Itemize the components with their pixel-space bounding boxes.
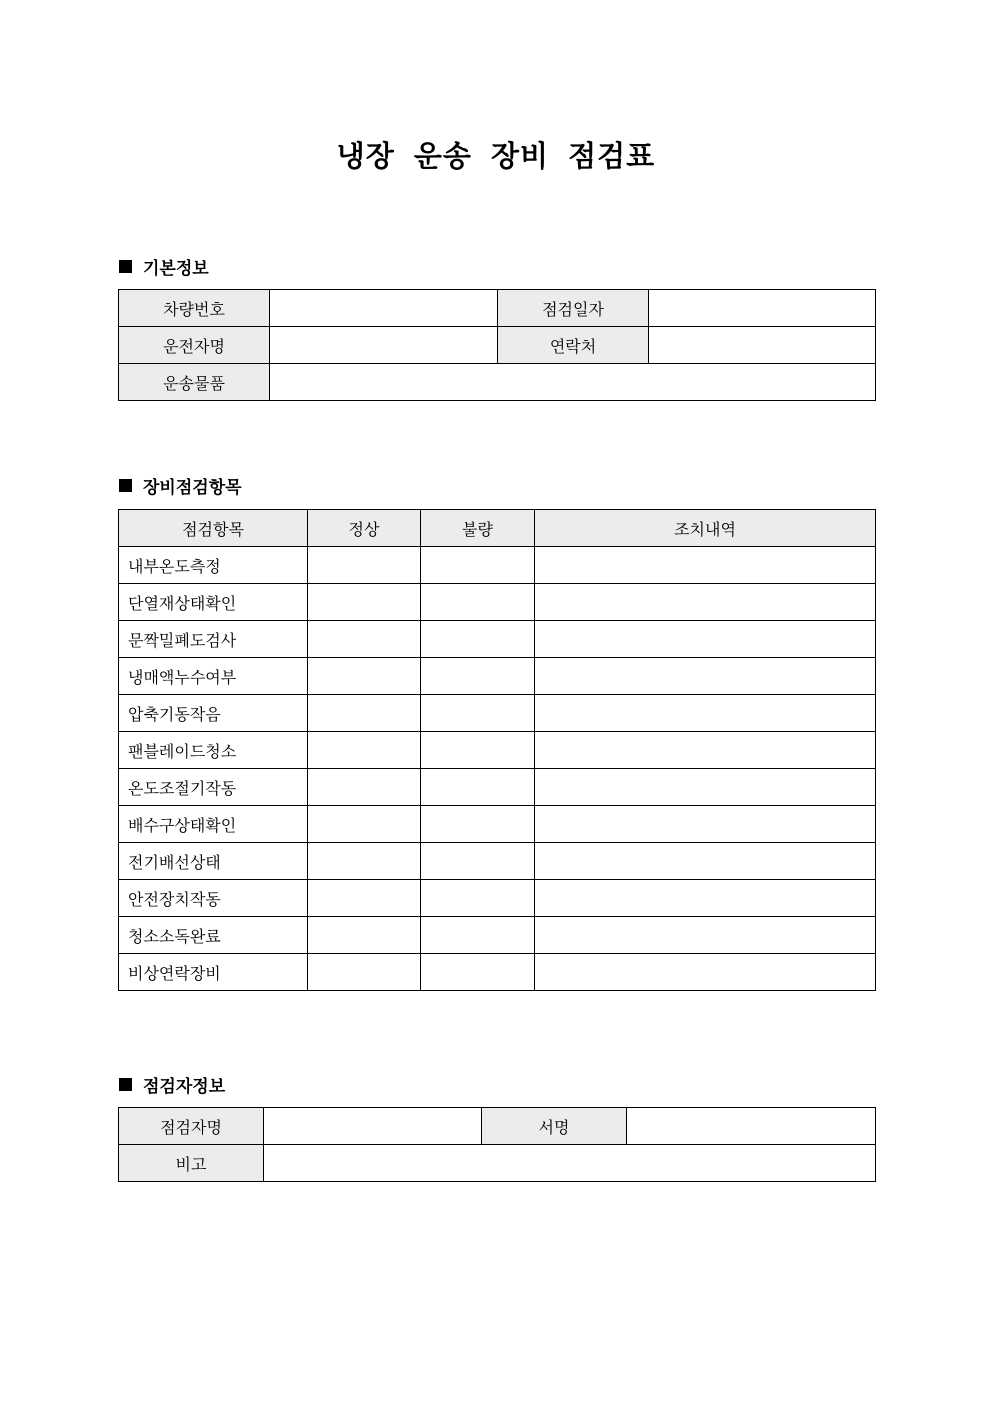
contact-label: 연락처 <box>498 327 649 364</box>
signature-label: 서명 <box>482 1108 627 1145</box>
action-cell[interactable] <box>535 732 876 769</box>
inspection-date-label: 점검일자 <box>498 290 649 327</box>
inspection-date-field[interactable] <box>649 290 876 327</box>
table-row <box>119 290 876 327</box>
normal-cell[interactable] <box>308 621 421 658</box>
table-row <box>119 954 876 991</box>
cargo-field[interactable] <box>270 364 876 401</box>
section-heading-basic-info <box>119 254 209 279</box>
driver-name-field[interactable] <box>270 327 498 364</box>
check-item-label: 온도조절기작동 <box>119 769 308 806</box>
table-row <box>119 1145 876 1182</box>
action-cell[interactable] <box>535 954 876 991</box>
section-heading-label: 기본정보 <box>143 259 209 279</box>
defective-cell[interactable] <box>421 806 535 843</box>
defective-cell[interactable] <box>421 769 535 806</box>
normal-cell[interactable] <box>308 584 421 621</box>
check-item-label: 배수구상태확인 <box>119 806 308 843</box>
section-heading-inspector <box>119 1072 225 1097</box>
check-item-label: 비상연락장비 <box>119 954 308 991</box>
check-item-label: 팬블레이드청소 <box>119 732 308 769</box>
inspector-name-field[interactable] <box>264 1108 482 1145</box>
normal-cell[interactable] <box>308 658 421 695</box>
vehicle-number-label: 차량번호 <box>119 290 270 327</box>
normal-cell[interactable] <box>308 732 421 769</box>
action-cell[interactable] <box>535 880 876 917</box>
contact-field[interactable] <box>649 327 876 364</box>
table-row <box>119 917 876 954</box>
square-bullet-icon <box>119 479 132 492</box>
action-cell[interactable] <box>535 695 876 732</box>
column-header-item: 점검항목 <box>119 510 308 547</box>
defective-cell[interactable] <box>421 584 535 621</box>
cargo-label: 운송물품 <box>119 364 270 401</box>
action-cell[interactable] <box>535 547 876 584</box>
table-row <box>119 621 876 658</box>
defective-cell[interactable] <box>421 954 535 991</box>
signature-field[interactable] <box>627 1108 876 1145</box>
table-row <box>119 1108 876 1145</box>
table-row <box>119 843 876 880</box>
action-cell[interactable] <box>535 584 876 621</box>
action-cell[interactable] <box>535 769 876 806</box>
normal-cell[interactable] <box>308 917 421 954</box>
check-item-label: 문짝밀폐도검사 <box>119 621 308 658</box>
table-row <box>119 695 876 732</box>
action-cell[interactable] <box>535 621 876 658</box>
table-row <box>119 769 876 806</box>
column-header-normal: 정상 <box>308 510 421 547</box>
vehicle-number-field[interactable] <box>270 290 498 327</box>
column-header-defective: 불량 <box>421 510 535 547</box>
table-row <box>119 806 876 843</box>
defective-cell[interactable] <box>421 695 535 732</box>
defective-cell[interactable] <box>421 658 535 695</box>
table-row <box>119 584 876 621</box>
defective-cell[interactable] <box>421 917 535 954</box>
column-header-action: 조치내역 <box>535 510 876 547</box>
page-title: 냉장 운송 장비 점검표 <box>336 139 656 173</box>
normal-cell[interactable] <box>308 880 421 917</box>
defective-cell[interactable] <box>421 547 535 584</box>
defective-cell[interactable] <box>421 732 535 769</box>
defective-cell[interactable] <box>421 880 535 917</box>
normal-cell[interactable] <box>308 547 421 584</box>
remarks-label: 비고 <box>119 1145 264 1182</box>
normal-cell[interactable] <box>308 954 421 991</box>
table-row <box>119 732 876 769</box>
normal-cell[interactable] <box>308 806 421 843</box>
normal-cell[interactable] <box>308 843 421 880</box>
defective-cell[interactable] <box>421 843 535 880</box>
action-cell[interactable] <box>535 806 876 843</box>
check-item-label: 안전장치작동 <box>119 880 308 917</box>
inspector-name-label: 점검자명 <box>119 1108 264 1145</box>
check-item-label: 냉매액누수여부 <box>119 658 308 695</box>
action-cell[interactable] <box>535 658 876 695</box>
table-row <box>119 364 876 401</box>
check-item-label: 전기배선상태 <box>119 843 308 880</box>
remarks-field[interactable] <box>264 1145 876 1182</box>
basic-info-table <box>118 289 876 401</box>
table-row <box>119 880 876 917</box>
table-row <box>119 327 876 364</box>
normal-cell[interactable] <box>308 769 421 806</box>
equipment-check-table <box>118 509 876 991</box>
table-header-row <box>119 510 876 547</box>
check-item-label: 단열재상태확인 <box>119 584 308 621</box>
normal-cell[interactable] <box>308 695 421 732</box>
square-bullet-icon <box>119 1078 132 1091</box>
action-cell[interactable] <box>535 917 876 954</box>
inspector-info-table <box>118 1107 876 1182</box>
table-row <box>119 547 876 584</box>
table-row <box>119 658 876 695</box>
section-heading-label: 장비점검항목 <box>143 478 242 498</box>
check-item-label: 압축기동작음 <box>119 695 308 732</box>
check-item-label: 내부온도측정 <box>119 547 308 584</box>
section-heading-label: 점검자정보 <box>143 1077 226 1097</box>
driver-name-label: 운전자명 <box>119 327 270 364</box>
defective-cell[interactable] <box>421 621 535 658</box>
check-item-label: 청소소독완료 <box>119 917 308 954</box>
section-heading-equipment <box>119 473 242 498</box>
square-bullet-icon <box>119 260 132 273</box>
action-cell[interactable] <box>535 843 876 880</box>
